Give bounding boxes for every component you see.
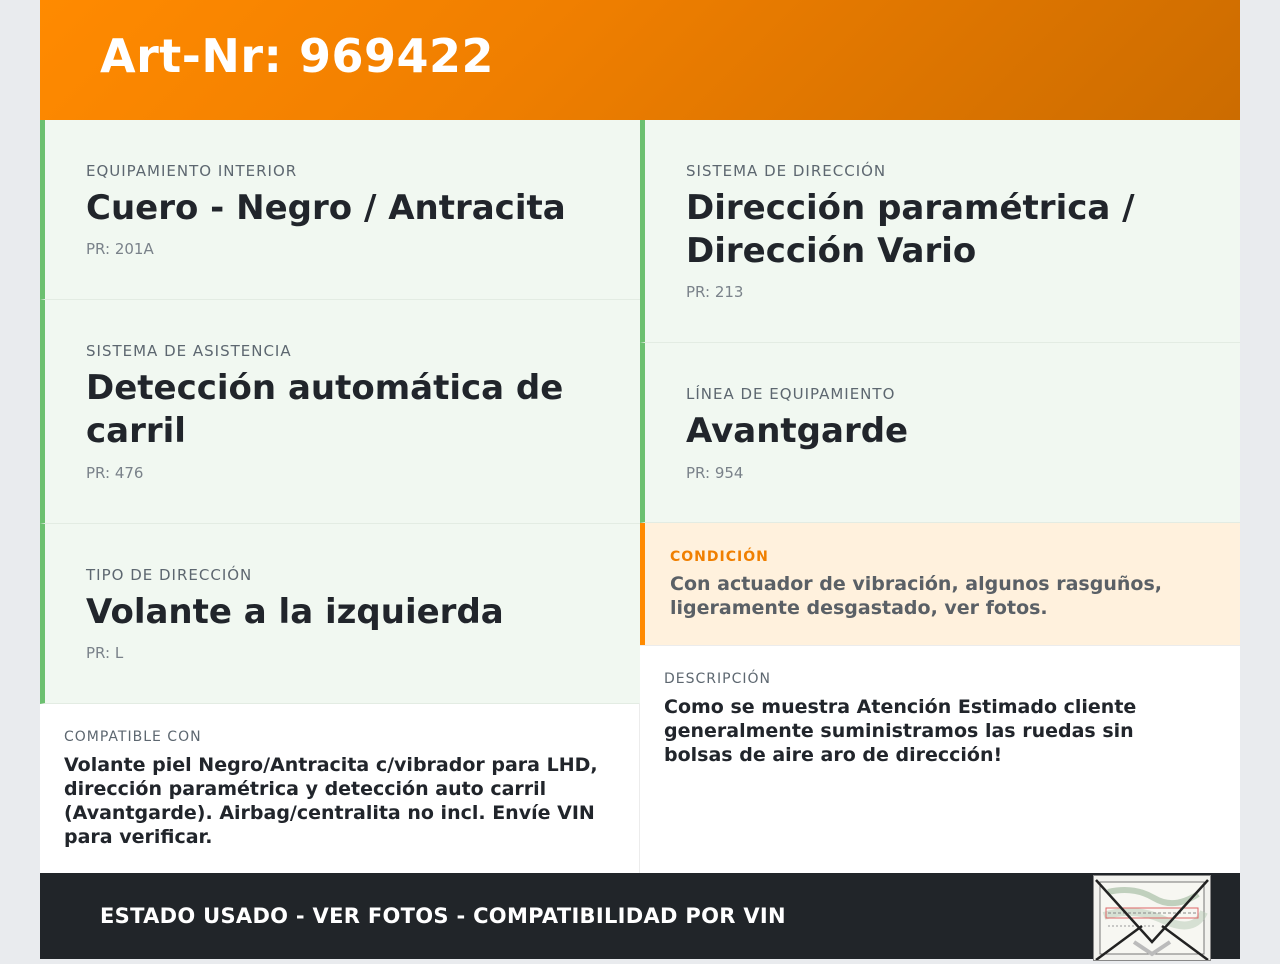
- condition-text: Con actuador de vibración, algunos rasguños, ligeramente desgastado, ver fotos.: [670, 573, 1162, 619]
- spec-equipment-line: [640, 343, 1240, 523]
- spec-label: SISTEMA DE DIRECCIÓN: [686, 162, 887, 180]
- condition-label: CONDICIÓN: [670, 549, 769, 565]
- spec-value: Dirección paramétrica / Dirección Vario: [686, 188, 1135, 271]
- spec-value: Detección automática de carril: [86, 368, 564, 451]
- spec-label: LÍNEA DE EQUIPAMIENTO: [686, 385, 896, 403]
- spec-pr-code: PR: 201A: [86, 240, 154, 258]
- compatible-label: COMPATIBLE CON: [64, 729, 202, 745]
- footer-bar: [40, 873, 1240, 959]
- product-sheet: [40, 0, 1240, 959]
- spec-label: EQUIPAMIENTO INTERIOR: [86, 162, 298, 180]
- spec-pr-code: PR: 476: [86, 464, 144, 482]
- spec-value: Cuero - Negro / Antracita: [86, 188, 566, 228]
- spec-pr-code: PR: 213: [686, 283, 744, 301]
- spec-value: Avantgarde: [686, 411, 909, 451]
- spec-label: TIPO DE DIRECCIÓN: [86, 566, 253, 584]
- column-divider: [639, 703, 640, 873]
- spec-pr-code: PR: L: [86, 644, 124, 662]
- compatible-text: Volante piel Negro/Antracita c/vibrador para LHD, dirección paramétrica y detección auto carril (Avantgarde). Airbag/centralita no incl. Envíe VIN para verificar.: [64, 754, 598, 848]
- condition-box: [640, 523, 1240, 645]
- description-section: [640, 645, 1240, 873]
- article-number-title: Art-Nr: 969422: [100, 29, 495, 83]
- spec-steering-system: [640, 120, 1240, 343]
- compatible-section: [40, 704, 640, 873]
- spec-interior-equipment: [40, 120, 640, 300]
- footer-status-text: ESTADO USADO - VER FOTOS - COMPATIBILIDAD POR VIN: [100, 904, 786, 928]
- spec-pr-code: PR: 954: [686, 464, 744, 482]
- spec-label: SISTEMA DE ASISTENCIA: [86, 342, 292, 360]
- spec-steering-type: [40, 524, 640, 704]
- header-banner: [40, 0, 1240, 120]
- vin-label-thumbnail[interactable]: [1093, 875, 1211, 961]
- description-text: Como se muestra Atención Estimado cliente generalmente suministramos las ruedas sin bolsas de aire aro de dirección!: [664, 696, 1137, 766]
- spec-assistance-system: [40, 300, 640, 524]
- envelope-icon: [1094, 876, 1210, 960]
- description-label: DESCRIPCIÓN: [664, 671, 771, 687]
- spec-value: Volante a la izquierda: [86, 592, 504, 632]
